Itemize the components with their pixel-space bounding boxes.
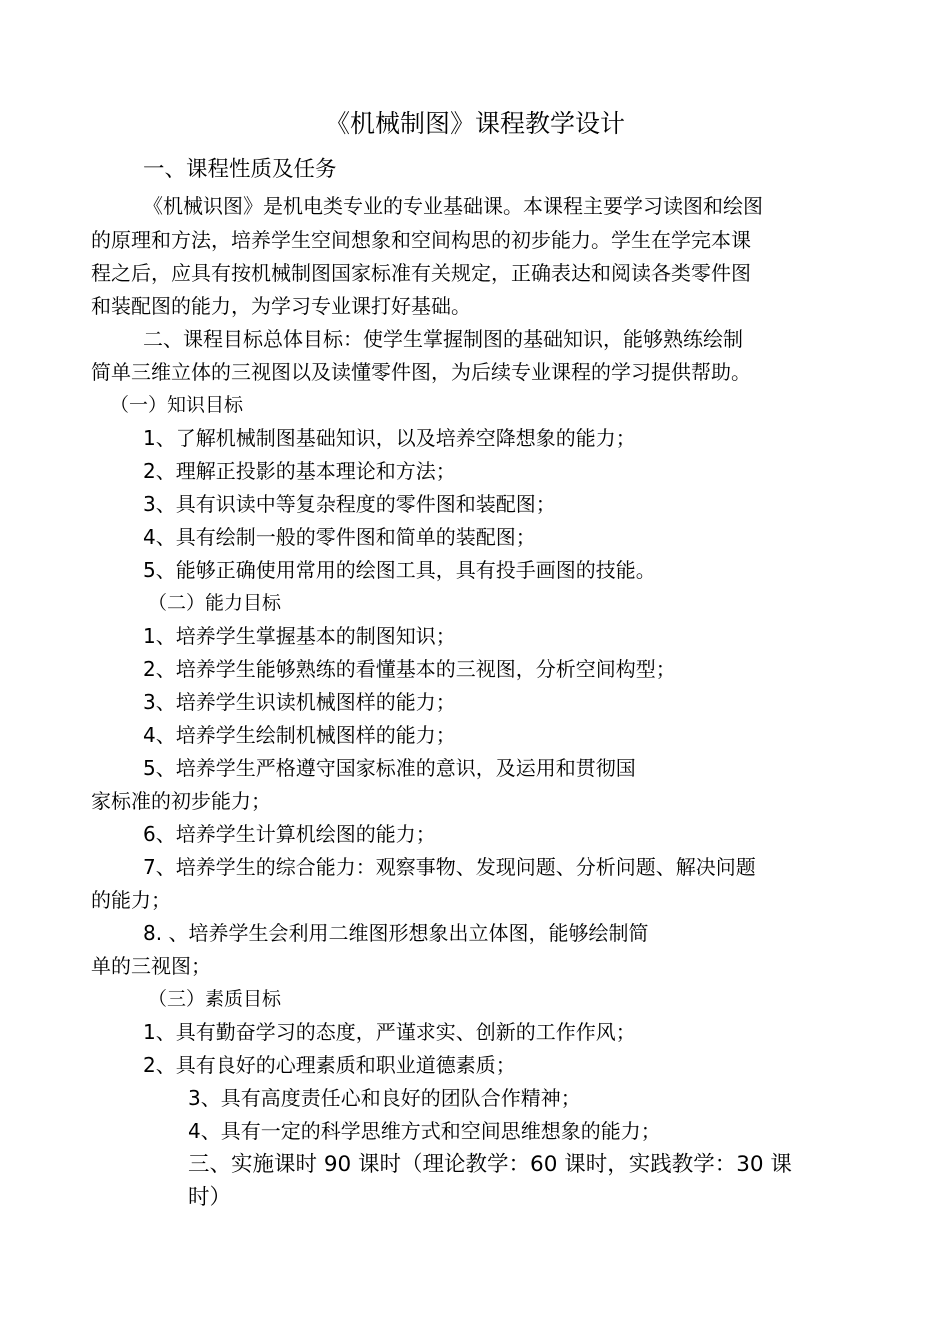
- ability-goal-item-continuation: 家标准的初步能力；: [91, 789, 271, 813]
- section-1-heading: 一、课程性质及任务: [143, 157, 337, 182]
- knowledge-goal-item: 3、具有识读中等复杂程度的零件图和装配图；: [143, 492, 556, 516]
- ability-goal-item: 7、培养学生的综合能力：观察事物、发现问题、分析问题、解决问题: [143, 855, 756, 879]
- section-2-heading-line: 简单三维立体的三视图以及读懂零件图，为后续专业课程的学习提供帮助。: [91, 360, 751, 384]
- ability-goal-item: 6、培养学生计算机绘图的能力；: [143, 822, 436, 846]
- quality-goal-item: 4、具有一定的科学思维方式和空间思维想象的能力；: [188, 1119, 661, 1143]
- section-1-paragraph-line: 程之后，应具有按机械制图国家标准有关规定，正确表达和阅读各类零件图: [91, 261, 751, 285]
- knowledge-goal-item: 5、能够正确使用常用的绘图工具，具有投手画图的技能。: [143, 558, 656, 582]
- quality-goal-item: 3、具有高度责任心和良好的团队合作精神；: [188, 1086, 581, 1110]
- knowledge-goal-item: 4、具有绘制一般的零件图和简单的装配图；: [143, 525, 536, 549]
- quality-goal-item: 1、具有勤奋学习的态度，严谨求实、创新的工作作风；: [143, 1020, 636, 1044]
- ability-goal-item: 4、培养学生绘制机械图样的能力；: [143, 723, 456, 747]
- ability-goal-item: 5、培养学生严格遵守国家标准的意识，及运用和贯彻国: [143, 756, 636, 780]
- section-1-paragraph-line: 《机械识图》是机电类专业的专业基础课。本课程主要学习读图和绘图: [143, 194, 763, 218]
- knowledge-goal-item: 2、理解正投影的基本理论和方法；: [143, 459, 456, 483]
- quality-goal-item: 2、具有良好的心理素质和职业道德素质；: [143, 1053, 516, 1077]
- knowledge-goal-item: 1、了解机械制图基础知识，以及培养空降想象的能力；: [143, 426, 636, 450]
- section-1-paragraph-line: 的原理和方法，培养学生空间想象和空间构思的初步能力。学生在学完本课: [91, 228, 751, 252]
- section-3-line: 三、实施课时 90 课时（理论教学：60 课时，实践教学：30 课: [188, 1152, 792, 1177]
- ability-goal-item: 2、培养学生能够熟练的看懂基本的三视图，分析空间构型；: [143, 657, 676, 681]
- section-3-line: 时）: [188, 1185, 232, 1210]
- ability-goal-item: 1、培养学生掌握基本的制图知识；: [143, 624, 456, 648]
- ability-goal-item: 8. 、培养学生会利用二维图形想象出立体图，能够绘制简: [143, 921, 649, 945]
- quality-goals-heading: （三）素质目标: [148, 988, 282, 1010]
- ability-goal-item: 3、培养学生识读机械图样的能力；: [143, 690, 456, 714]
- section-1-paragraph-line: 和装配图的能力，为学习专业课打好基础。: [91, 294, 471, 318]
- document-title: 《机械制图》课程教学设计: [324, 109, 625, 138]
- ability-goals-heading: （二）能力目标: [148, 592, 282, 614]
- ability-goal-item-continuation: 单的三视图；: [91, 954, 211, 978]
- section-2-heading-line: 二、课程目标总体目标：使学生掌握制图的基础知识，能够熟练绘制: [143, 327, 743, 351]
- ability-goal-item-continuation: 的能力；: [91, 888, 171, 912]
- knowledge-goals-heading: （一）知识目标: [110, 394, 244, 416]
